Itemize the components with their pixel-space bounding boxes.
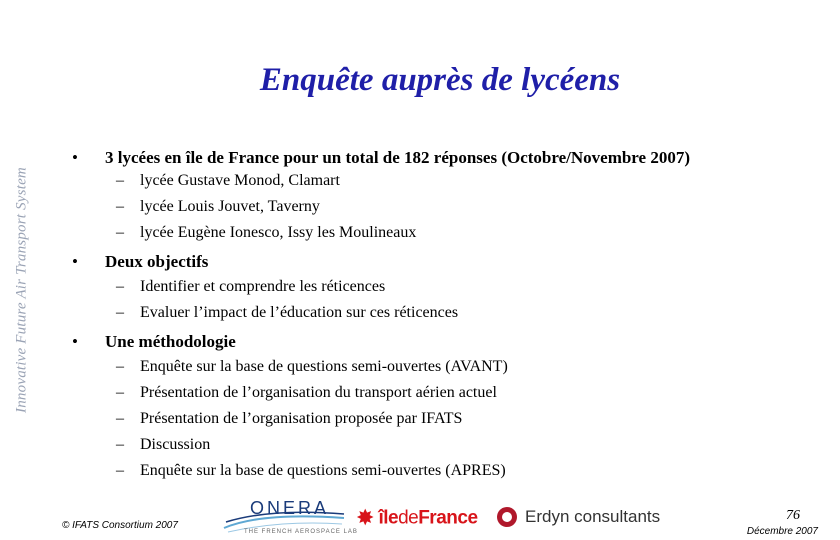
footer-copyright: © IFATS Consortium 2007: [62, 520, 178, 531]
onera-wordmark: ONERA: [250, 498, 330, 518]
list-item: – Présentation de l’organisation du transport aérien actuel: [116, 384, 497, 401]
erdyn-logo: [497, 507, 660, 527]
slide-title: Enquête auprès de lycéens: [259, 62, 621, 98]
section-heading: Une méthodologie: [105, 332, 236, 351]
bullet-section-3: [72, 332, 236, 352]
list-item: – Evaluer l’impact de l’éducation sur ces réticences: [116, 304, 459, 321]
list-item: – lycée Gustave Monod, Clamart: [116, 172, 340, 189]
side-vertical-title: Innovative Future Air Transport System: [13, 167, 30, 413]
list-item: – Enquête sur la base de questions semi-ouvertes (AVANT): [116, 358, 508, 375]
page-number: 76: [786, 508, 800, 523]
section-heading: Deux objectifs: [105, 252, 209, 271]
bullet-section-2: [72, 252, 209, 272]
onera-tagline: THE FRENCH AEROSPACE LAB: [244, 529, 358, 535]
list-item: – Identifier et comprendre les réticences: [116, 278, 386, 295]
bullet-marker: •: [72, 148, 78, 167]
erdyn-wordmark: Erdyn consultants: [525, 507, 661, 526]
footer-date: Décembre 2007: [746, 526, 818, 537]
section-heading: 3 lycées en île de France pour un total de 182 réponses (Octobre/Novembre 2007): [105, 148, 691, 167]
list-item: – lycée Louis Jouvet, Taverny: [116, 198, 320, 215]
list-item: – lycée Eugène Ionesco, Issy les Moulineaux: [116, 224, 417, 241]
onera-logo: [222, 498, 358, 538]
list-item: – Enquête sur la base de questions semi-ouvertes (APRES): [116, 462, 506, 479]
list-item: – Discussion: [116, 436, 211, 453]
iledefrance-logo: ✸ îledeFrance: [356, 506, 478, 531]
erdyn-mark-icon: [497, 507, 517, 527]
bullet-marker: •: [72, 332, 78, 351]
bullet-marker: •: [72, 252, 78, 271]
list-item: – Présentation de l’organisation proposée par IFATS: [116, 410, 463, 427]
bullet-section-1: [72, 148, 691, 168]
sun-icon: ✸: [356, 506, 375, 531]
